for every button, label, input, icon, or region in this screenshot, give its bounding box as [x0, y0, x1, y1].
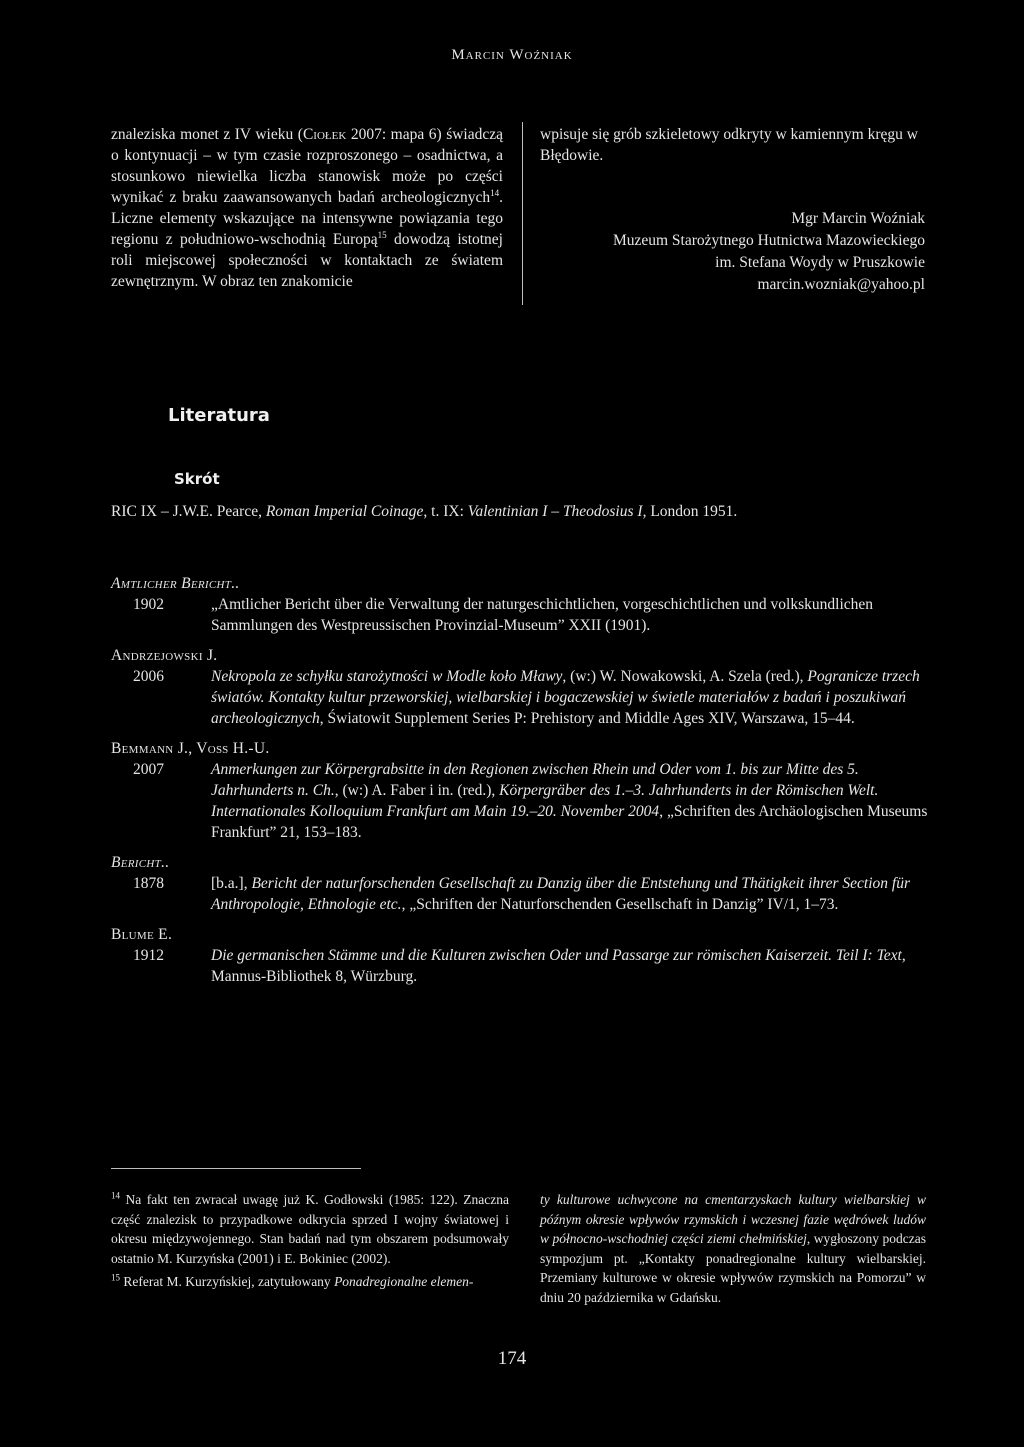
bibliography-text: Anmerkungen zur Körpergrabsitte in den Regionen zwischen Rhein und Oder vom 1. bis zur Mitte des 5. Jahrhunderts n. Ch., (w:) A. Faber i in. (red.), Körpergräber des 1.–3. Jahrhunderts in der Römischen Welt. Internationales Kolloquium Frankfurt am Main 19.–20. November 2004, „Schriften des Archäologischen Museums Frankfurt” 21, 153–183. [211, 761, 928, 841]
bibliography-year: 1912 [133, 947, 164, 964]
bibliography-author: Andrzejowski J. [111, 647, 218, 664]
bibliography-author: Blume E. [111, 926, 173, 943]
bibliography-entry [111, 594, 931, 636]
abbreviation-entry: RIC IX – J.W.E. Pearce, Roman Imperial Coinage, t. IX: Valentinian I – Theodosius I, London 1951. [111, 503, 738, 520]
body-text-left-column [111, 124, 503, 292]
bibliography-text: Die germanischen Stämme und die Kulturen zwischen Oder und Passarge zur römischen Kaiserzeit. Teil I: Text, Mannus-Bibliothek 8, Würzburg. [211, 947, 906, 985]
author-affiliation: im. Stefana Woydy w Pruszkowie [715, 254, 925, 271]
page-number: 174 [497, 1348, 527, 1369]
author-affiliation: Muzeum Starożytnego Hutnictwa Mazowieckiego [612, 232, 925, 249]
bibliography-text: „Amtlicher Bericht über die Verwaltung der naturgeschichtlichen, vorgeschichtlichen und volkskundlichen Sammlungen des Westpreussischen Provinzial-Museum” XXII (1901). [211, 596, 874, 634]
author-name: Mgr Marcin Woźniak [791, 210, 925, 227]
bibliography-text: [b.a.], Bericht der naturforschenden Gesellschaft zu Danzig über die Entstehung und Thätigkeit ihrer Section für Anthropologie, Ethnologie etc., „Schriften der Naturforschenden Gesellschaft in Danzig” IV/1, 1–73. [211, 875, 910, 913]
bibliography-entry [111, 759, 931, 843]
bibliography-entry [111, 666, 931, 729]
footnote-14: $^{14}$ Na fakt ten zwracał uwagę już K. Godłowski (1985: 122). Znaczna część znalezisk to przypadkowe odkrycia sprzed I wojny światowej i okresu międzywojennego. Stan badań nad tym obszarem podsumowały ostatnio M. Kurzyńska (2001) i E. Bokiniec (2002). [111, 1190, 509, 1266]
footnote-ref-14[interactable]: 14 [490, 187, 500, 198]
body-text-right-column [540, 124, 925, 166]
footnote-15-continued: ty kulturowe uchwycone na cmentarzyskach kultury wielbarskiej w późnym okresie wpływów rzymskich i wczesnej fazie wędrówek ludów w północno-wschodniej części ziemi chełmińskiej, wygłoszony podczas sympozjum pt. „Kontakty ponadregionalne kultury wielbarskiej. Przemiany kulturowe w okresie wpływów rzymskich na Pomorzu” w dniu 20 października w Gdańsku. [540, 1192, 926, 1305]
footnote-separator [111, 1168, 361, 1169]
bibliography-entry [111, 945, 931, 987]
author-email-link[interactable]: marcin.wozniak@yahoo.pl [757, 276, 925, 293]
bibliography-list [111, 573, 931, 987]
citation-author: Ciołek [302, 126, 347, 143]
bibliography-entry [111, 873, 931, 915]
bibliography-year: 1902 [133, 596, 164, 613]
author-block [505, 208, 925, 296]
bibliography-year: 2006 [133, 668, 164, 685]
footnotes-left-column [111, 1190, 509, 1296]
bibliography-author: Bericht.. [111, 854, 170, 871]
bibliography-year: 1878 [133, 875, 164, 892]
body-paragraph: znaleziska monet z IV wieku (Ciołek 2007: mapa 6) świadczą o kontynuacji – w tym czasie rozproszonego – osadnictwa, a stosunkowo niewielka liczba stanowisk może po części wynikać z braku zaawansowanych badań archeologicznych$^{14}$. Liczne elementy wskazujące na intensywne powiązania tego regionu z południowo-wschodnią Europą$^{15}$ dowodzą istotnej roli miejscowej społeczności w kontaktach ze światem zewnętrznym. W obraz ten znakomicie [111, 126, 503, 290]
running-header: Marcin Woźniak [451, 47, 573, 63]
literature-heading: Literatura [168, 405, 270, 426]
footnote-15: $^{15}$ Referat M. Kurzyńskiej, zatytułowany Ponadregionalne elemen- [111, 1272, 474, 1289]
footnote-ref-15[interactable]: 15 [377, 229, 387, 240]
body-paragraph: wpisuje się grób szkieletowy odkryty w kamiennym kręgu w Błędowie. [540, 126, 918, 164]
bibliography-author: Bemmann J., Voß H.-U. [111, 740, 270, 757]
bibliography-author: Amtlicher Bericht.. [111, 575, 240, 592]
bibliography-text: Nekropola ze schyłku starożytności w Modle koło Mławy, (w:) W. Nowakowski, A. Szela (red.), Pogranicze trzech światów. Kontakty kultur przeworskiej, wielbarskiej i bogaczewskiej w świetle materiałów z badań i poszukiwań archeologicznych, Światowit Supplement Series P: Prehistory and Middle Ages XIV, Warszawa, 15–44. [211, 668, 920, 727]
abbreviations-heading: Skrót [174, 470, 220, 488]
footnotes-right-column [540, 1190, 926, 1307]
bibliography-year: 2007 [133, 761, 164, 778]
